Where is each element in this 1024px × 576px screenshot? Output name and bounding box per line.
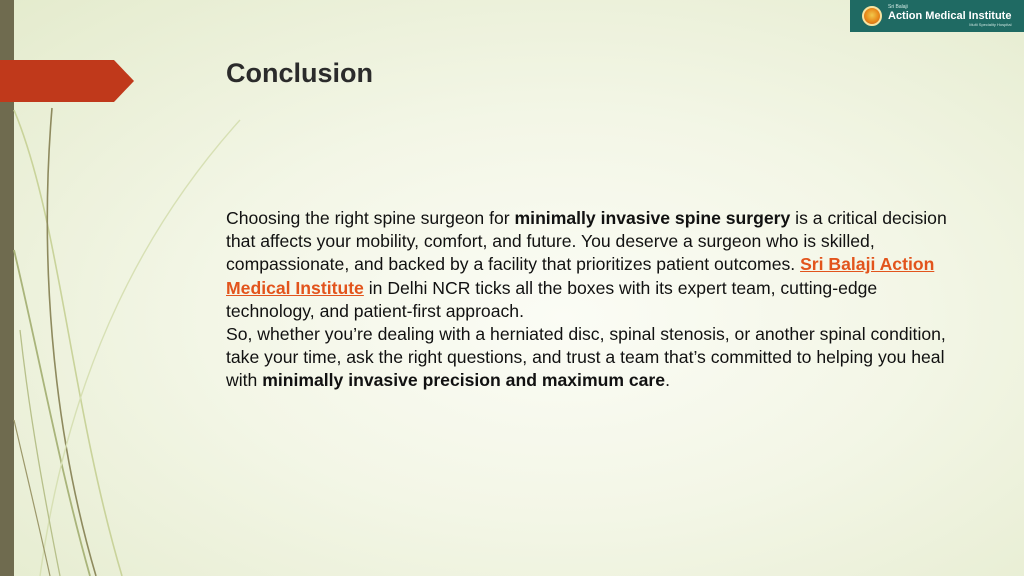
logo-top-line: Sri Balaji [888, 4, 908, 10]
hospital-logo[interactable] [850, 0, 1024, 32]
p1-text-3: in Delhi NCR ticks all the boxes with its expert team, cutting-edge technology, and patient-first approach. [226, 277, 878, 321]
p1-bold-1: minimally invasive spine surgery [514, 208, 791, 228]
logo-emblem-icon [862, 6, 882, 26]
paragraph-1 [226, 207, 966, 323]
logo-name: Action Medical Institute [888, 10, 1012, 22]
slide-title: Conclusion [226, 58, 373, 88]
p2-bold-1: minimally invasive precision and maximum care [262, 370, 666, 391]
logo-text [888, 5, 1011, 27]
accent-arrow-tab [0, 60, 134, 102]
p2-text-1: So, whether you’re dealing with a herniated disc, spinal stenosis, or another spinal condition, take your time, ask the right questions, and trust a team that’s committed to helping you heal with [226, 324, 946, 391]
p1-text-2: is a critical decision that affects your mobility, comfort, and future. You deserve a surgeon who is skilled, compassionate, and backed by a facility that prioritizes patient outcomes. [226, 208, 947, 275]
slide-body [226, 207, 966, 393]
paragraph-2 [226, 323, 966, 393]
p1-text-1: Choosing the right spine surgeon for [226, 208, 515, 228]
institute-link[interactable]: Sri Balaji Action Medical Institute [226, 254, 935, 298]
logo-tagline: Multi Speciality Hospital [969, 22, 1012, 27]
p2-text-2: . [665, 370, 670, 391]
